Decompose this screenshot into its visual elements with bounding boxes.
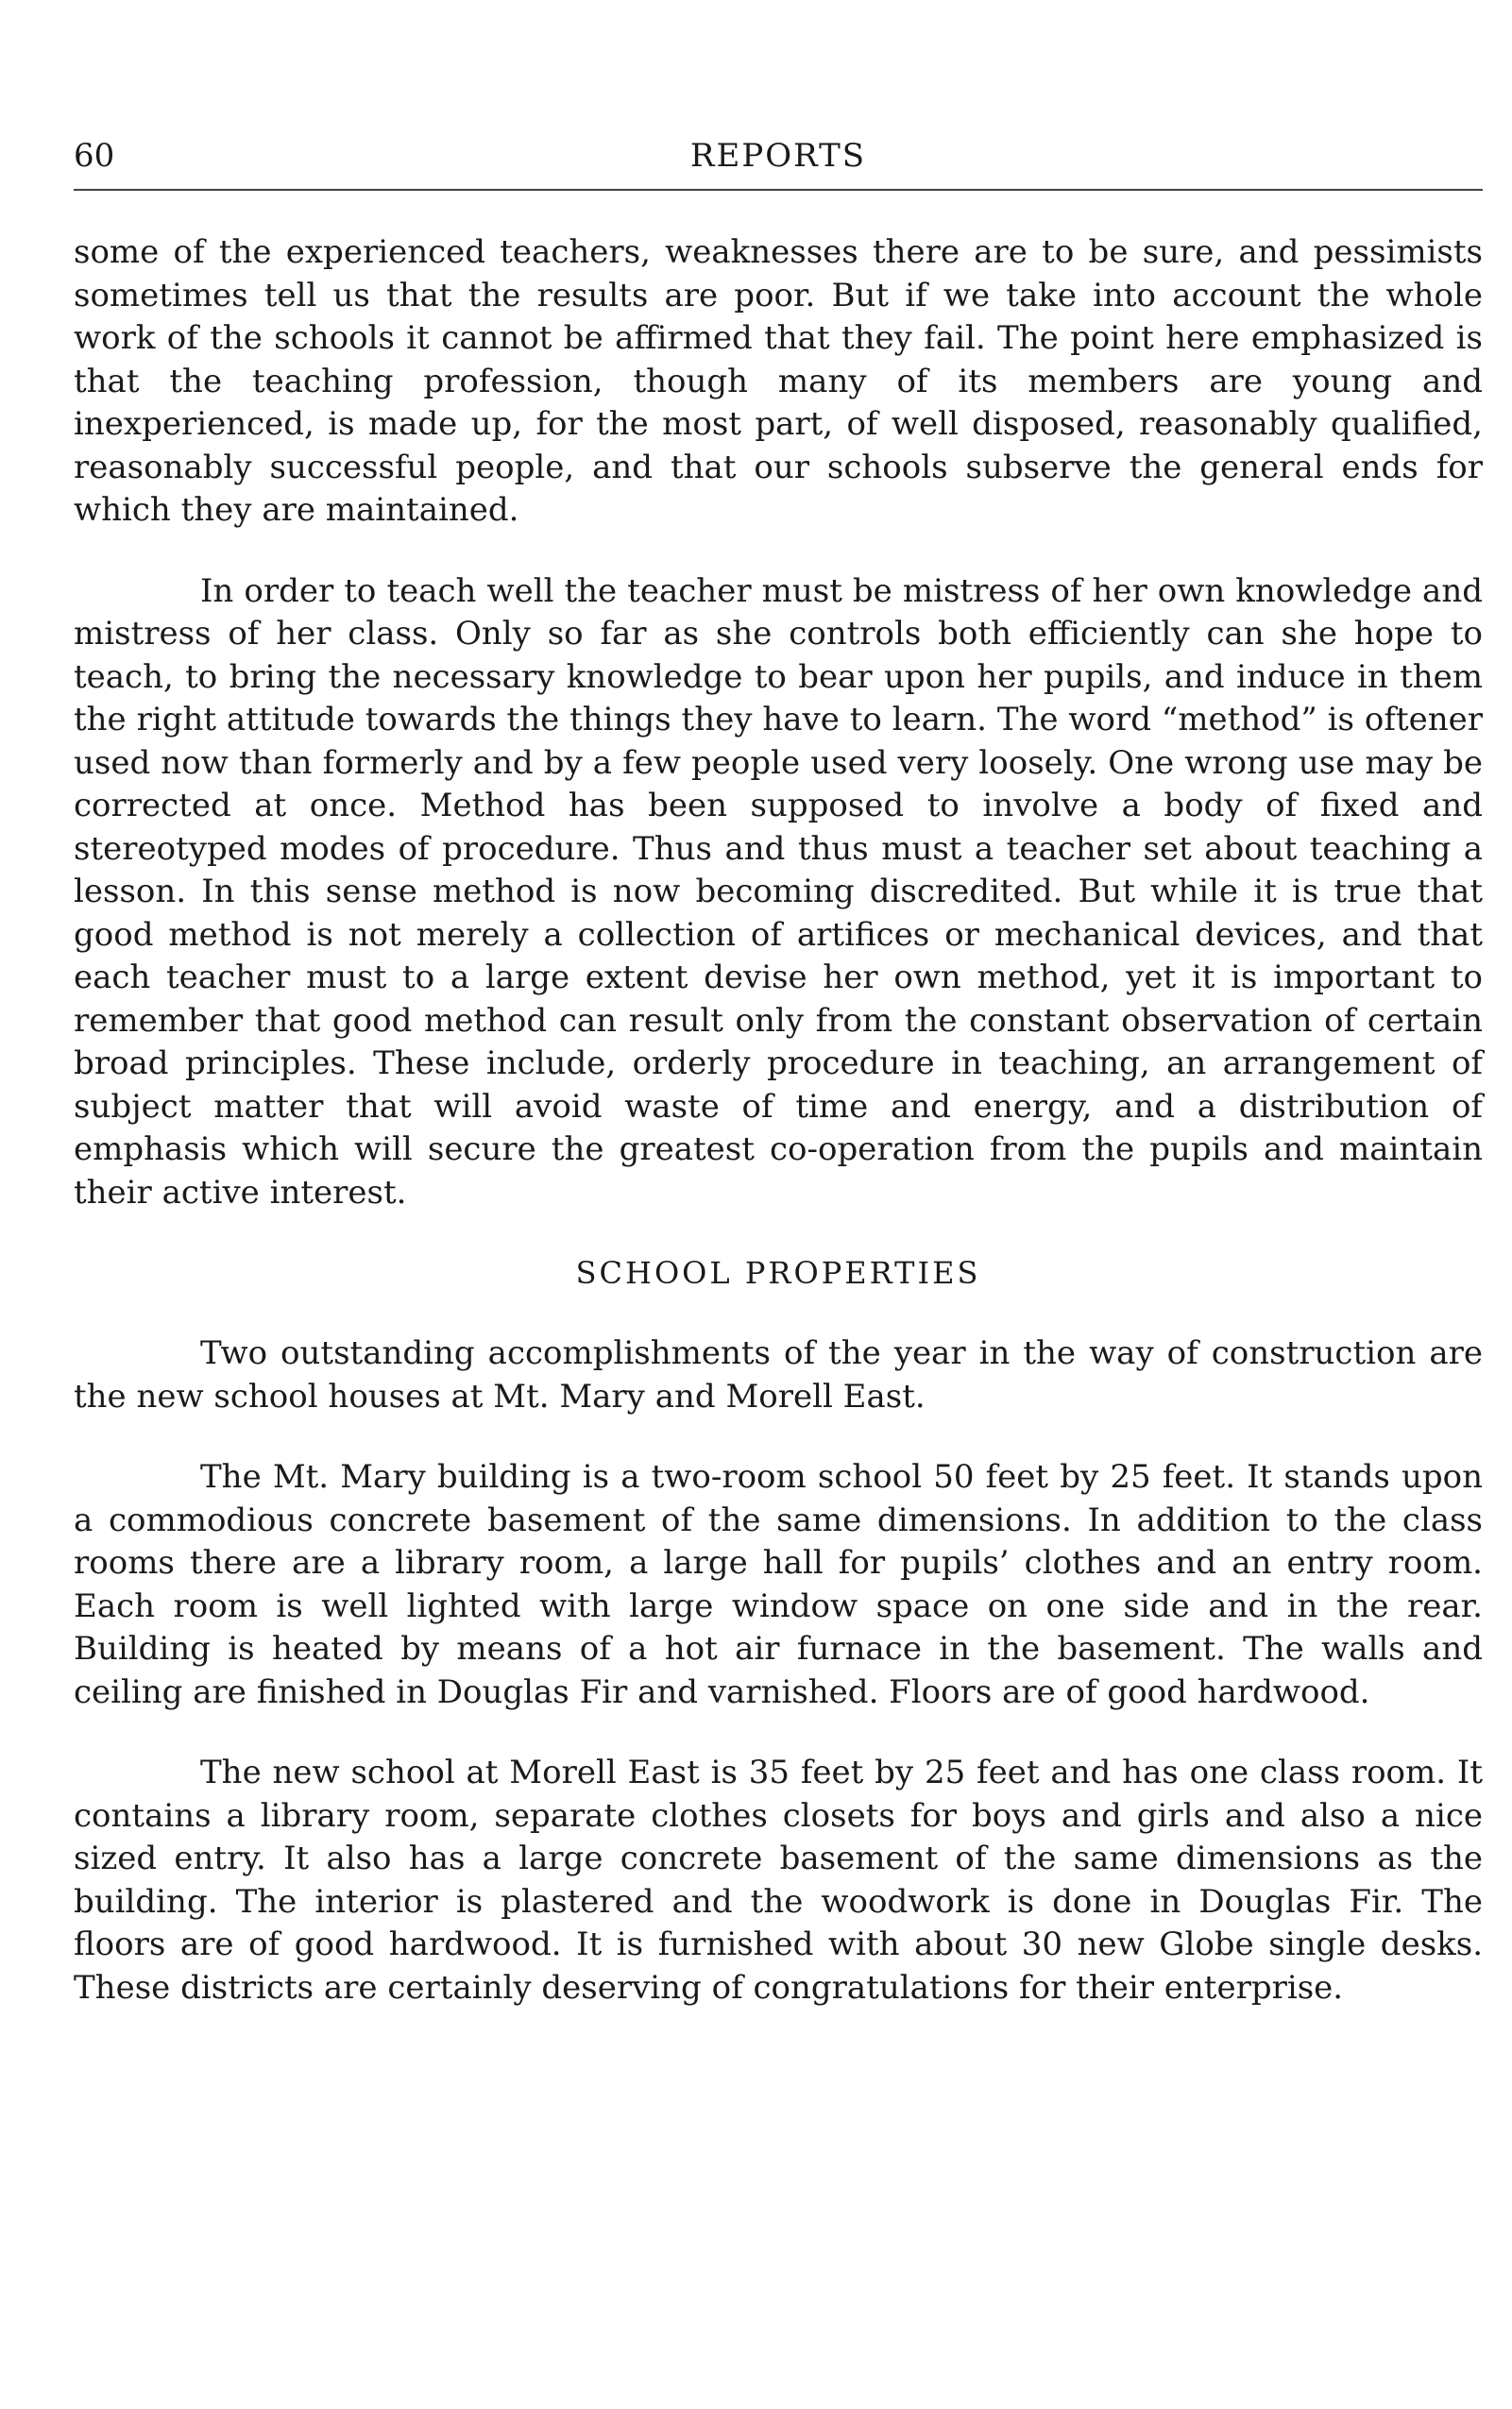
- body-text: [74, 231, 1483, 2047]
- page-header: [74, 132, 1483, 179]
- header-rule: [74, 189, 1483, 191]
- paragraph-mt-mary: The Mt. Mary building is a two-room school 50 feet by 25 feet. It stands upon a commodious concrete basement of the same dimensions. In addition to the class rooms there are a library room, a large hall for pupils’ clothes and an entry room. Each room is well lighted with large window space on one side and in the rear. Building is heated by means of a hot air furnace in the basement. The walls and ceiling are finished in Douglas Fir and varnished. Floors are of good hardwood.: [74, 1458, 1483, 1711]
- paragraph-teaching-method: In order to teach well the teacher must be mistress of her own knowledge and mistress of her class. Only so far as she controls both efficiently can she hope to teach, to bring the necessary knowledge to bear upon her pupils, and induce in them the right attitude towards the things they have to learn. The word “method” is oftener used now than formerly and by a few people used very loosely. One wrong use may be corrected at once. Method has been supposed to involve a body of fixed and stereotyped modes of procedure. Thus and thus must a teacher set about teaching a lesson. In this sense method is now becoming discredited. But while it is true that good method is not merely a collection of artifices or mechanical devices, and that each teacher must to a large extent devise her own method, yet it is important to remember that good method can result only from the constant observation of certain broad principles. These include, orderly procedure in teaching, an arrangement of subject matter that will avoid waste of time and energy, and a distribution of emphasis which will secure the greatest co-operation from the pupils and maintain their active interest.: [74, 571, 1483, 1212]
- running-head: REPORTS: [689, 137, 867, 175]
- paragraph-morell-east: The new school at Morell East is 35 feet by 25 feet and has one class room. It contains a library room, separate clothes closets for boys and girls and also a nice sized entry. It also has a large concrete basement of the same dimensions as the building. The interior is plastered and the woodwork is done in Douglas Fir. The floors are of good hardwood. It is furnished with about 30 new Globe single desks. These districts are certainly deserving of congratulations for their enterprise.: [74, 1754, 1483, 2007]
- section-heading: SCHOOL PROPERTIES: [575, 1255, 981, 1291]
- page-number: 60: [74, 137, 115, 175]
- paragraph-continued: some of the experienced teachers, weaknesses there are to be sure, and pessimists sometimes tell us that the results are poor. But if we take into account the whole work of the schools it cannot be affirmed that they fail. The point here emphasized is that the teaching profession, though many of its members are young and inexperienced, is made up, for the most part, of well disposed, reasonably qualified, reasonably successful people, and that our schools subserve the general ends for which they are maintained.: [74, 233, 1483, 529]
- paragraph-accomplishments: Two outstanding accomplishments of the year in the way of construction are the new school houses at Mt. Mary and Morell East.: [74, 1334, 1483, 1416]
